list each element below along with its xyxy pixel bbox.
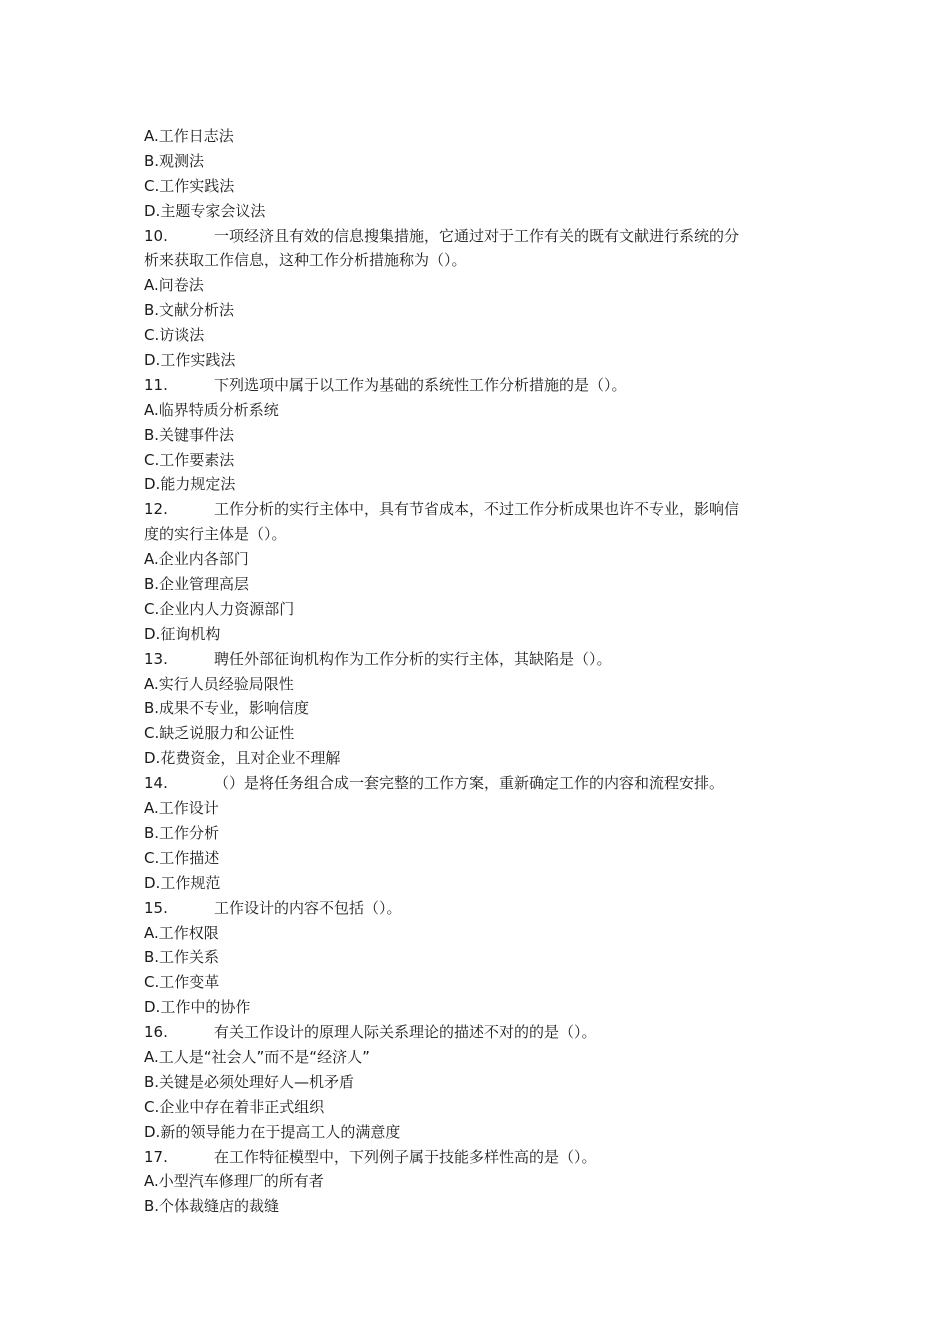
- answer-option: B.个体裁缝店的裁缝: [144, 1197, 280, 1216]
- document-body: [144, 124, 812, 1219]
- answer-option: B.关键事件法: [144, 425, 235, 444]
- answer-option: B.文献分析法: [144, 301, 235, 320]
- answer-option: D.主题专家会议法: [144, 201, 266, 220]
- answer-option: D.工作实践法: [144, 351, 236, 370]
- question-line: [144, 1020, 812, 1045]
- question-line: [144, 224, 812, 249]
- question-text-continuation: 度的实行主体是（）。: [144, 525, 287, 544]
- question-text: 在工作特征模型中，下列例子属于技能多样性高的是（）。: [214, 1147, 597, 1166]
- answer-option: A.工作设计: [144, 799, 219, 818]
- answer-option: D.工作中的协作: [144, 998, 251, 1017]
- answer-option: B.工作关系: [144, 948, 220, 967]
- answer-option: C.工作要素法: [144, 450, 235, 469]
- answer-option: A.问卷法: [144, 276, 204, 295]
- question-line: [144, 497, 812, 522]
- question-text: （）是将任务组合成一套完整的工作方案，重新确定工作的内容和流程安排。: [214, 774, 725, 793]
- answer-option: B.观测法: [144, 151, 205, 170]
- answer-option: D.花费资金，且对企业不理解: [144, 749, 341, 768]
- question-line: [144, 1145, 812, 1170]
- answer-option: C.工作描述: [144, 848, 220, 867]
- answer-option: A.临界特质分析系统: [144, 400, 279, 419]
- question-number: 10.: [144, 226, 168, 245]
- answer-option: D.工作规范: [144, 873, 221, 892]
- question-text: 有关工作设计的原理人际关系理论的描述不对的的是（）。: [214, 1023, 597, 1042]
- question-line: [144, 373, 812, 398]
- answer-option: C.企业内人力资源部门: [144, 599, 295, 618]
- question-text: 下列选项中属于以工作为基础的系统性工作分析措施的是（）。: [214, 375, 627, 394]
- question-number: 12.: [144, 500, 168, 519]
- answer-option: B.成果不专业，影响信度: [144, 699, 310, 718]
- answer-option: D.能力规定法: [144, 475, 236, 494]
- question-number: 14.: [144, 774, 168, 793]
- question-text: 聘任外部征询机构作为工作分析的实行主体，其缺陷是（）。: [214, 649, 612, 668]
- answer-option: C.工作实践法: [144, 176, 235, 195]
- answer-option: B.企业管理高层: [144, 575, 250, 594]
- answer-option: C.企业中存在着非正式组织: [144, 1097, 325, 1116]
- answer-option: D.新的领导能力在于提高工人的满意度: [144, 1122, 401, 1141]
- answer-option: A.工作权限: [144, 923, 219, 942]
- answer-option: A.小型汽车修理厂的所有者: [144, 1172, 324, 1191]
- question-text: 工作分析的实行主体中，具有节省成本，不过工作分析成果也许不专业，影响信: [214, 500, 740, 519]
- answer-option: C.工作变革: [144, 973, 220, 992]
- answer-option: D.征询机构: [144, 624, 221, 643]
- question-line: [144, 647, 812, 672]
- answer-option: A.工作日志法: [144, 127, 234, 145]
- question-text: 一项经济且有效的信息搜集措施，它通过对于工作有关的既有文献进行系统的分: [214, 226, 740, 245]
- question-number: 13.: [144, 649, 168, 668]
- answer-option: B.工作分析: [144, 823, 220, 842]
- answer-option: A.企业内各部门: [144, 550, 249, 569]
- answer-option: C.缺乏说服力和公证性: [144, 724, 295, 743]
- question-text: 工作设计的内容不包括（）。: [214, 898, 402, 917]
- answer-option: B.关键是必须处理好人—机矛盾: [144, 1072, 355, 1091]
- answer-option: A.工人是“社会人”而不是“经济人”: [144, 1047, 370, 1066]
- question-number: 16.: [144, 1023, 168, 1042]
- answer-option: A.实行人员经验局限性: [144, 674, 294, 693]
- question-number: 11.: [144, 375, 168, 394]
- question-number: 17.: [144, 1147, 168, 1166]
- answer-option: C.访谈法: [144, 326, 205, 345]
- question-text-continuation: 析来获取工作信息，这种工作分析措施称为（）。: [144, 251, 467, 270]
- question-line: [144, 896, 812, 921]
- question-line: [144, 771, 812, 796]
- question-number: 15.: [144, 898, 168, 917]
